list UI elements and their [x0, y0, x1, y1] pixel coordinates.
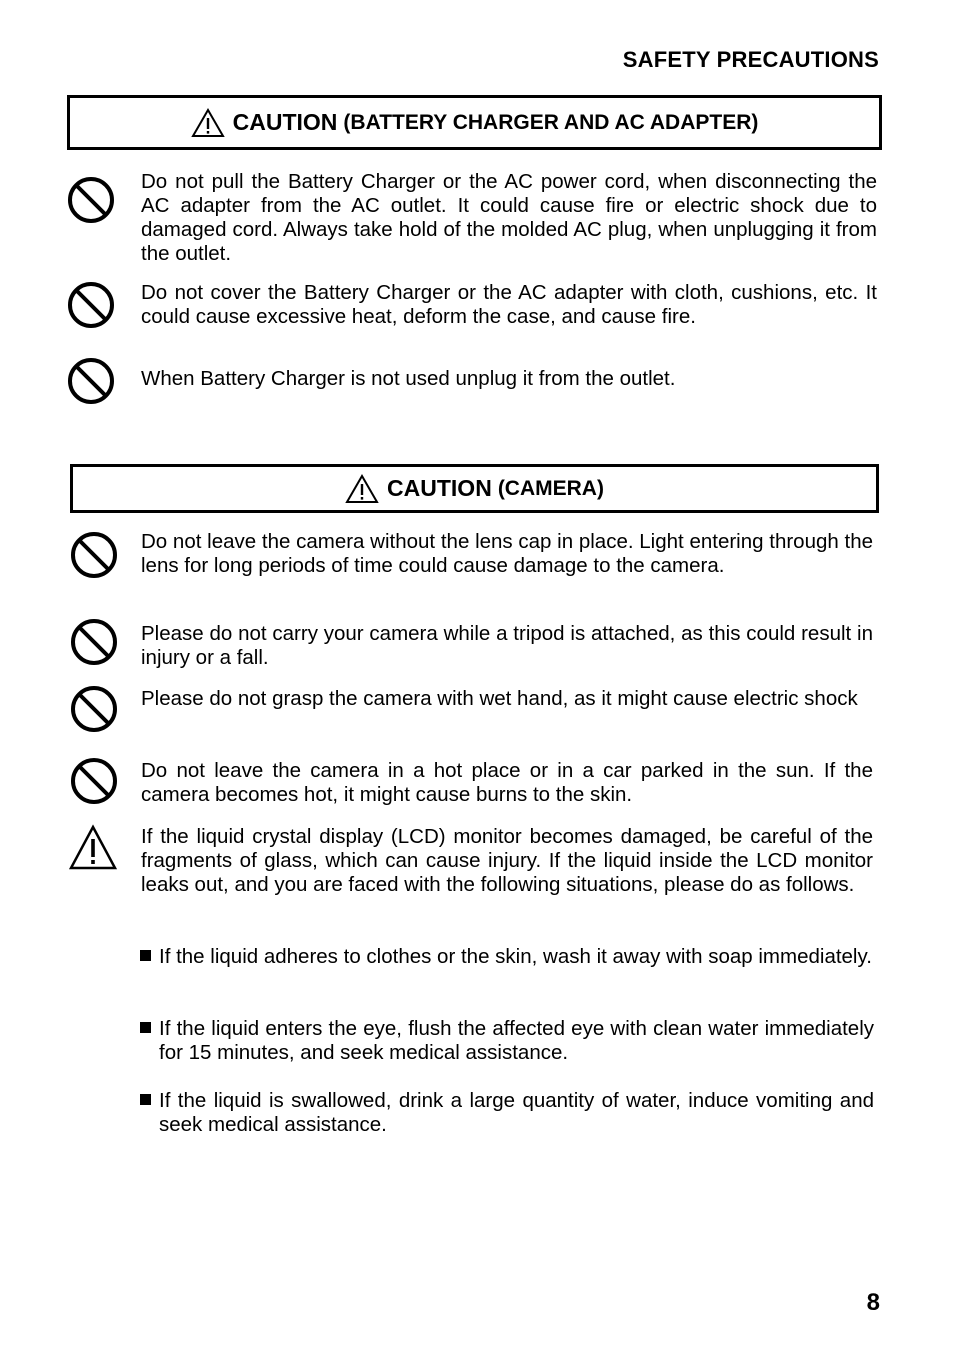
caution-banner-camera — [70, 464, 879, 513]
prohibition-icon — [69, 756, 119, 806]
caution-word: CAUTION — [387, 475, 492, 501]
page-header-title: SAFETY PRECAUTIONS — [622, 47, 879, 72]
caution-subject: (BATTERY CHARGER AND AC ADAPTER) — [343, 110, 759, 134]
bullet-item — [140, 1017, 874, 1065]
square-bullet-icon — [140, 950, 151, 961]
precaution-text: Please do not grasp the camera with wet hand, as it might cause electric shock — [141, 687, 858, 710]
precaution-text: Do not cover the Battery Charger or the AC adapter with cloth, cushions, etc. It could cause excessive heat, deform the case, and cause fire. — [141, 281, 877, 328]
warning-icon — [345, 474, 379, 504]
precaution-text: Do not leave the camera in a hot place or in a car parked in the sun. If the camera becomes hot, it might cause burns to the skin. — [141, 759, 873, 806]
caution-word: CAUTION — [232, 109, 338, 135]
warning-icon — [69, 824, 119, 874]
prohibition-icon — [66, 356, 116, 406]
precaution-text: Do not pull the Battery Charger or the AC power cord, when disconnecting the AC adapter from the AC outlet. It could cause fire or electric shock due to damaged cord. Always take hold of the molded AC plug, when unplugging it from the outlet. — [141, 170, 877, 265]
prohibition-icon — [69, 530, 119, 580]
precaution-text: Do not leave the camera without the lens cap in place. Light entering through the lens for long periods of time could cause damage to the camera. — [141, 530, 873, 577]
warning-icon — [191, 108, 225, 138]
caution-subject: (CAMERA) — [497, 476, 604, 500]
caution-banner-charger — [67, 95, 882, 150]
precaution-text: Please do not carry your camera while a tripod is attached, as this could result in injury or a fall. — [141, 622, 873, 669]
precaution-text: If the liquid crystal display (LCD) monitor becomes damaged, be careful of the fragments of glass, which can cause injury. If the liquid inside the LCD monitor leaks out, and you are faced with the following situations, please do as follows. — [141, 825, 873, 896]
bullet-text: If the liquid enters the eye, flush the affected eye with clean water immediately for 15 minutes, and seek medical assistance. — [159, 1017, 874, 1064]
bullet-item — [140, 945, 874, 969]
page-number: 8 — [866, 1289, 880, 1316]
bullet-item — [140, 1089, 874, 1137]
prohibition-icon — [69, 617, 119, 667]
prohibition-icon — [66, 280, 116, 330]
square-bullet-icon — [140, 1022, 151, 1033]
prohibition-icon — [66, 175, 116, 225]
bullet-text: If the liquid is swallowed, drink a large quantity of water, induce vomiting and seek medical assistance. — [159, 1089, 874, 1136]
precaution-text: When Battery Charger is not used unplug it from the outlet. — [141, 367, 676, 390]
prohibition-icon — [69, 684, 119, 734]
square-bullet-icon — [140, 1094, 151, 1105]
bullet-text: If the liquid adheres to clothes or the skin, wash it away with soap immediately. — [159, 945, 872, 968]
